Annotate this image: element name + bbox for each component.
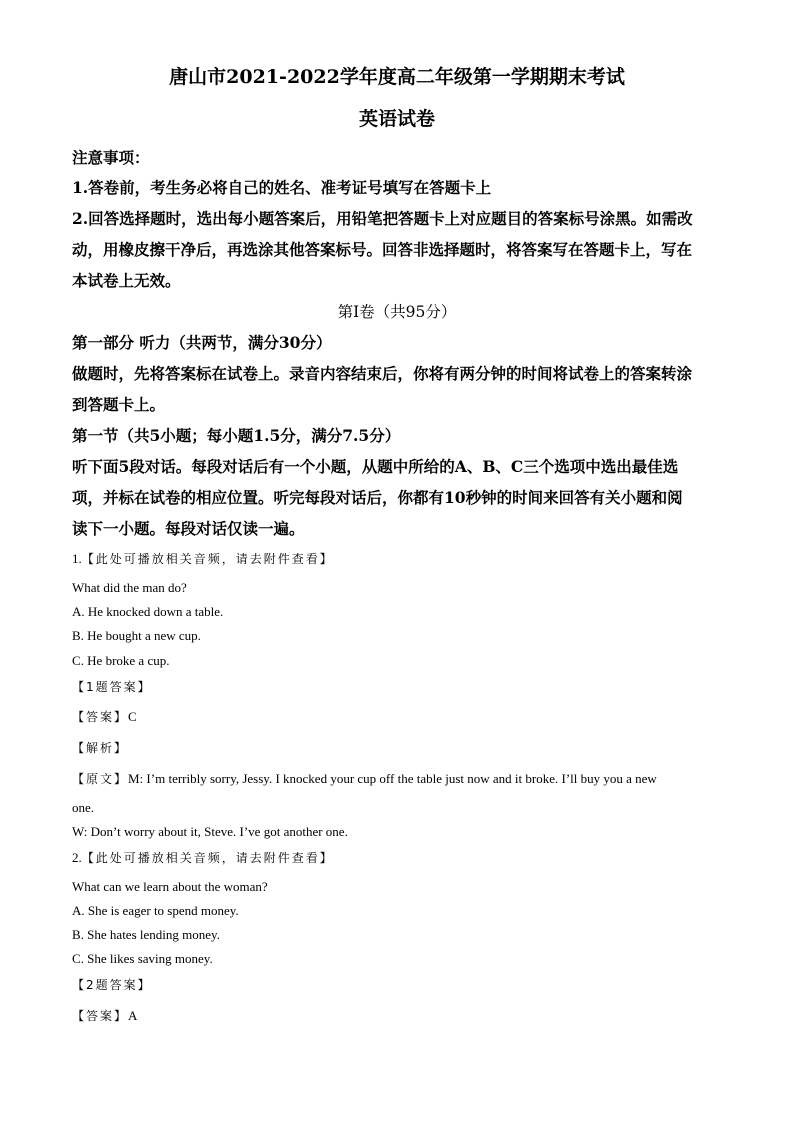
notice-item-2-line-2: 动，用橡皮擦干净后，再选涂其他答案标号。回答非选择题时，将答案写在答题卡上，写在 xyxy=(72,240,693,259)
section1-intro-line-3: 读下一小题。每段对话仅读一遍。 xyxy=(72,519,305,538)
transcript-text: M: I’m terribly sorry, Jessy. I knocked your cup off the table just now and it broke. I’ll buy you a new xyxy=(128,771,657,786)
part1-intro-line-1: 做题时，先将答案标在试卷上。录音内容结束后，你将有两分钟的时间将试卷上的答案转涂 xyxy=(72,364,693,383)
notice-heading: 注意事项： xyxy=(72,148,150,167)
question-1-option-b: B. He bought a new cup. xyxy=(72,628,201,643)
question-1-option-a: A. He knocked down a table. xyxy=(72,604,224,619)
question-1-answer xyxy=(72,708,137,725)
question-1-stem: What did the man do? xyxy=(72,580,187,595)
question-number: 2. xyxy=(72,850,82,865)
question-1-transcript-line-1 xyxy=(72,770,657,787)
section1-intro-line-2: 项，并标在试卷的相应位置。听完每段对话后，你都有10秒钟的时间来回答有关小题和阅 xyxy=(72,488,683,507)
question-2-option-c: C. She likes saving money. xyxy=(72,951,213,966)
exam-subtitle: 英语试卷 xyxy=(358,108,435,130)
question-2-stem: What can we learn about the woman? xyxy=(72,879,268,894)
exam-title: 唐山市2021-2022学年度高二年级第一学期期末考试 xyxy=(169,66,625,88)
answer-label: 【答案】 xyxy=(72,710,129,724)
transcript-label: 【原文】 xyxy=(72,772,129,786)
part1-heading: 第一部分 听力（共两节，满分30分） xyxy=(72,333,332,352)
question-1-header xyxy=(72,550,334,567)
answer-value: C xyxy=(128,709,137,724)
question-1-option-c: C. He broke a cup. xyxy=(72,653,170,668)
audio-attachment-note[interactable]: 【此处可播放相关音频，请去附件查看】 xyxy=(81,851,334,865)
question-2-option-b: B. She hates lending money. xyxy=(72,927,220,942)
audio-attachment-note[interactable]: 【此处可播放相关音频，请去附件查看】 xyxy=(81,552,334,566)
answer-label: 【答案】 xyxy=(72,1009,129,1023)
notice-item-2-line-1: 2.回答选择题时，选出每小题答案后，用铅笔把答题卡上对应题目的答案标号涂黑。如需改 xyxy=(72,209,693,228)
question-2-answer xyxy=(72,1007,137,1024)
section1-heading: 第一节（共5小题；每小题1.5分，满分7.5分） xyxy=(72,426,401,445)
part1-intro-line-2: 到答题卡上。 xyxy=(72,395,166,414)
question-number: 1. xyxy=(72,551,82,566)
question-2-answer-heading: 【2题答案】 xyxy=(72,978,152,992)
answer-value: A xyxy=(128,1008,138,1023)
notice-item-1: 1.答卷前，考生务必将自己的姓名、准考证号填写在答题卡上 xyxy=(72,178,492,197)
question-1-answer-heading: 【1题答案】 xyxy=(72,680,152,694)
question-1-transcript-line-2: one. xyxy=(72,800,95,815)
question-1-transcript-line-3: W: Don’t worry about it, Steve. I’ve got another one. xyxy=(72,824,348,839)
notice-item-2-line-3: 本试卷上无效。 xyxy=(72,271,181,290)
volume-heading: 第I卷（共95分） xyxy=(337,303,457,321)
question-2-option-a: A. She is eager to spend money. xyxy=(72,903,239,918)
question-2-header xyxy=(72,849,334,866)
question-1-analysis-label: 【解析】 xyxy=(72,741,129,755)
section1-intro-line-1: 听下面5段对话。每段对话后有一个小题，从题中所给的A、B、C三个选项中选出最佳选 xyxy=(72,457,679,476)
